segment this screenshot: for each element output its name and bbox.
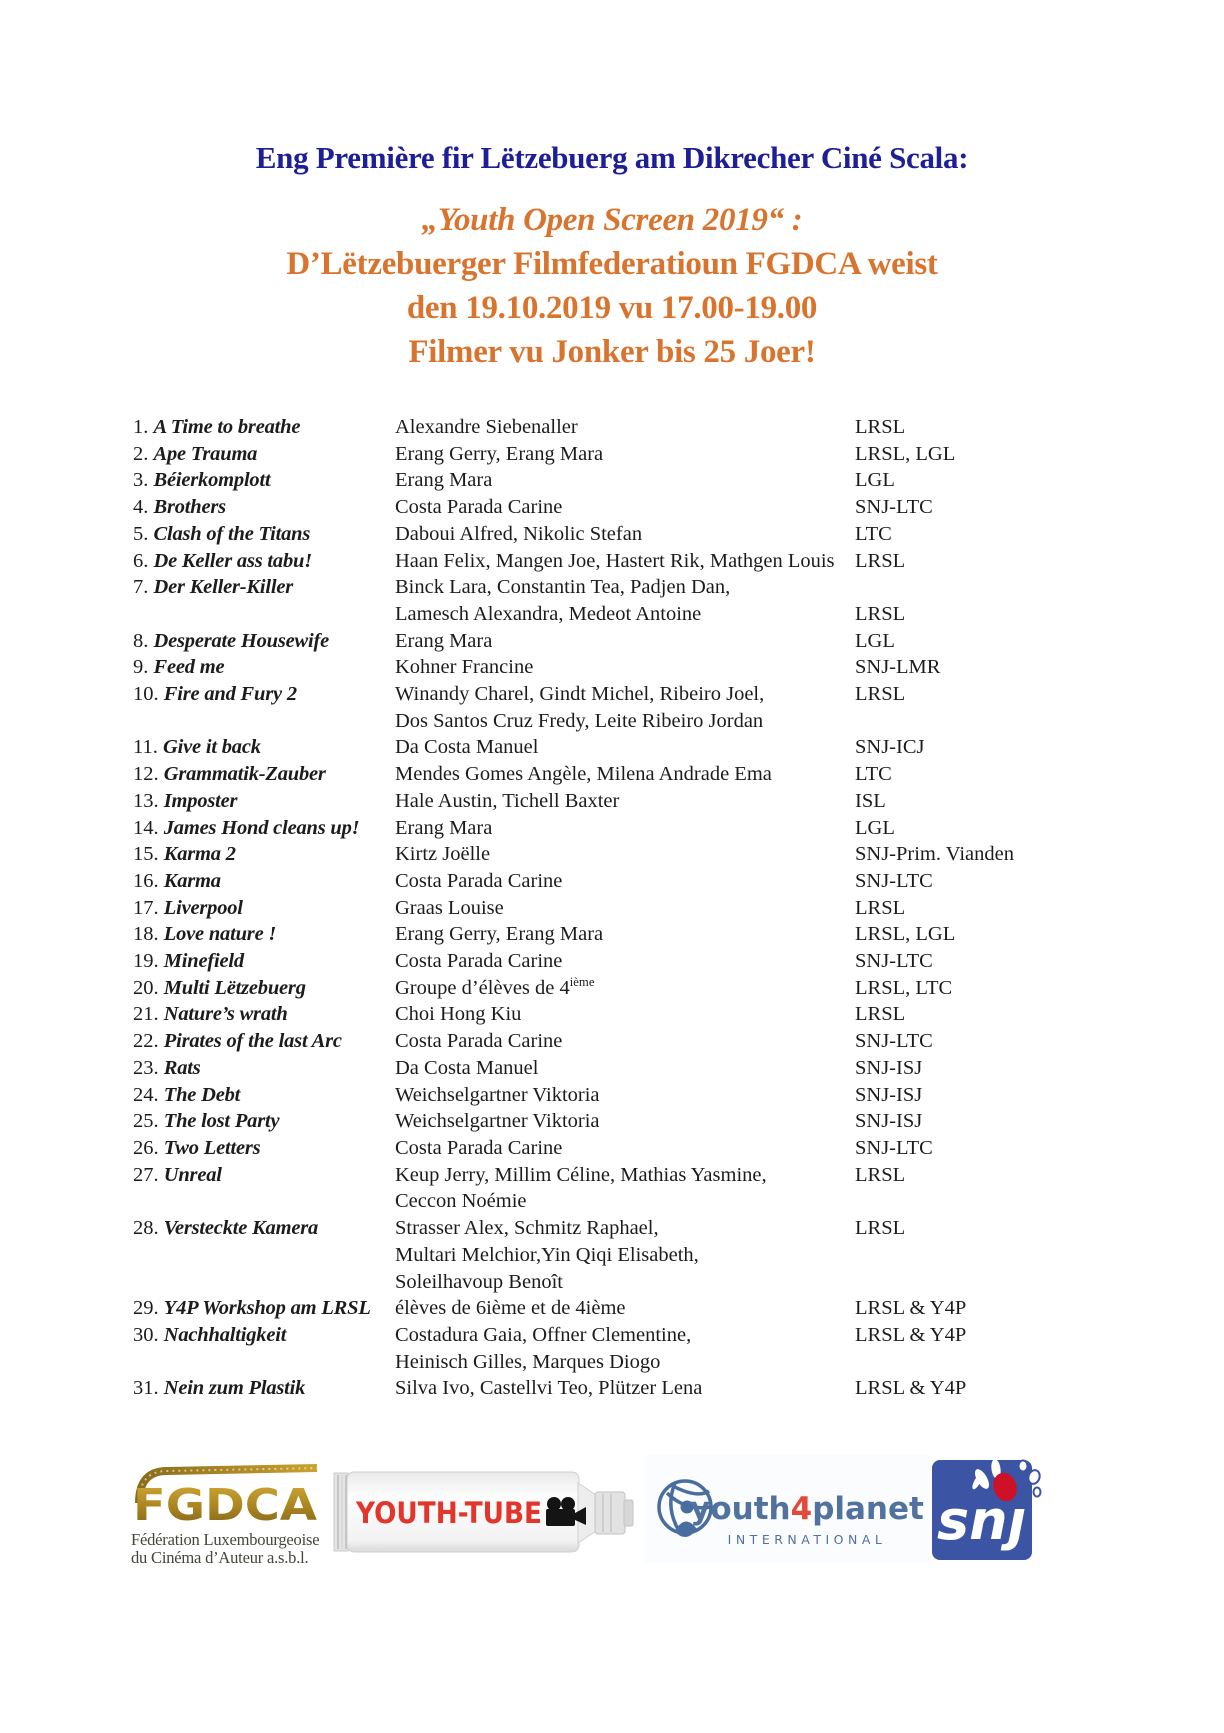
film-number: 9.: [133, 656, 154, 679]
film-code: LRSL: [855, 416, 906, 438]
film-title: Y4P Workshop am LRSL: [163, 1297, 371, 1320]
film-row: [133, 921, 1203, 948]
film-title-cell: [133, 654, 395, 681]
film-row: [133, 467, 1203, 494]
film-row: [133, 1135, 1203, 1162]
film-number: 4.: [133, 496, 154, 519]
film-code: SNJ-ICJ: [855, 736, 925, 759]
film-title: Feed me: [153, 656, 225, 679]
film-title-cell: [133, 548, 395, 575]
film-row: [133, 761, 1203, 788]
film-title-cell: [133, 467, 395, 494]
youth4planet-logo: [645, 1455, 930, 1563]
film-row: [133, 494, 1203, 521]
film-title-cell: [133, 1135, 395, 1162]
film-title: Desperate Housewife: [153, 629, 330, 652]
film-row: [133, 628, 1203, 655]
film-code: LRSL: [855, 1003, 906, 1026]
film-title: Multi Lëtzebuerg: [163, 976, 306, 999]
film-author-line: Choi Hong Kiu: [395, 1003, 522, 1026]
svg-text:INTERNATIONAL: INTERNATIONAL: [727, 1532, 887, 1547]
film-title: Karma 2: [163, 843, 236, 866]
film-code: LRSL: [855, 549, 906, 572]
film-code: LRSL & Y4P: [855, 1297, 967, 1320]
fgdca-wordmark-icon: [131, 1463, 321, 1525]
film-code: LGL: [855, 816, 895, 839]
film-row: [133, 948, 1203, 975]
film-authors: [395, 948, 855, 975]
fgdca-logo: [131, 1463, 321, 1566]
film-title: Liverpool: [163, 896, 243, 919]
film-author-line: Winandy Charel, Gindt Michel, Ribeiro Joel,: [395, 683, 765, 706]
film-code: SNJ-LMR: [855, 656, 941, 679]
snj-logo: [931, 1455, 1045, 1572]
film-author-line: Costa Parada Carine: [395, 1030, 563, 1053]
film-number: 15.: [133, 843, 164, 866]
film-authors: [395, 1135, 855, 1162]
film-author-line: Da Costa Manuel: [395, 1056, 539, 1079]
film-author-line: Silva Ivo, Castellvi Teo, Plützer Lena: [395, 1377, 703, 1400]
film-title-cell: [133, 521, 395, 548]
film-row: [133, 734, 1203, 761]
film-authors: [395, 681, 855, 734]
film-authors: [395, 1162, 855, 1215]
film-title-cell: [133, 1375, 395, 1402]
main-title-line4: Filmer vu Jonker bis 25 Joer!: [408, 334, 816, 370]
film-authors: [395, 628, 855, 655]
film-title-cell: [133, 1162, 395, 1189]
film-number: 23.: [133, 1056, 164, 1079]
film-list: [133, 414, 1203, 1402]
film-title-cell: [133, 948, 395, 975]
film-author-line: Kirtz Joëlle: [395, 843, 491, 866]
film-authors: [395, 467, 855, 494]
svg-text:FGDCA: FGDCA: [133, 1480, 317, 1525]
film-number: 30.: [133, 1323, 164, 1346]
film-title-cell: [133, 895, 395, 922]
film-title: Rats: [163, 1056, 201, 1079]
film-author-line: Groupe d’élèves de 4ième: [395, 974, 595, 999]
film-code: LRSL & Y4P: [855, 1377, 967, 1400]
film-title: Grammatik-Zauber: [163, 763, 326, 786]
film-authors: [395, 494, 855, 521]
film-code: LGL: [855, 469, 895, 492]
film-number: 1.: [133, 416, 154, 438]
film-author-line: Strasser Alex, Schmitz Raphael,: [395, 1217, 659, 1240]
film-authors: [395, 1001, 855, 1028]
film-code: SNJ-LTC: [855, 1030, 933, 1053]
film-row: [133, 548, 1203, 575]
film-row: [133, 1215, 1203, 1295]
film-author-line: Binck Lara, Constantin Tea, Padjen Dan,: [395, 576, 731, 599]
film-title: The Debt: [163, 1083, 241, 1106]
film-code: SNJ-LTC: [855, 869, 933, 892]
film-row: [133, 681, 1203, 734]
film-author-line: Daboui Alfred, Nikolic Stefan: [395, 522, 643, 545]
film-authors: [395, 1295, 855, 1322]
film-row: [133, 1162, 1203, 1215]
film-title-cell: [133, 494, 395, 521]
film-authors: [395, 868, 855, 895]
film-author-line: Mendes Gomes Angèle, Milena Andrade Ema: [395, 763, 772, 786]
film-title: Minefield: [163, 950, 244, 973]
film-code: LRSL: [855, 896, 906, 919]
film-title: Two Letters: [163, 1136, 261, 1159]
film-author-line: Multari Melchior,Yin Qiqi Elisabeth,: [395, 1243, 699, 1266]
film-author-line: Heinisch Gilles, Marques Diogo: [395, 1350, 661, 1373]
film-title: Karma: [163, 869, 221, 892]
film-authors: [395, 895, 855, 922]
film-author-line: Soleilhavoup Benoît: [395, 1270, 563, 1293]
film-number: 3.: [133, 469, 154, 492]
svg-text:snȷ: snȷ: [937, 1489, 1027, 1552]
film-author-line: Costa Parada Carine: [395, 496, 563, 519]
film-row: [133, 1108, 1203, 1135]
film-row: [133, 1295, 1203, 1322]
film-code: LRSL, LGL: [855, 923, 956, 946]
youth-tube-logo: [332, 1467, 648, 1562]
film-number: 5.: [133, 522, 154, 545]
main-title: [0, 198, 1224, 374]
film-title-cell: [133, 1215, 395, 1242]
film-number: 28.: [133, 1217, 164, 1240]
film-title: Ape Trauma: [153, 442, 258, 465]
film-title: Nein zum Plastik: [163, 1377, 306, 1400]
film-number: 16.: [133, 869, 164, 892]
film-authors: [395, 1028, 855, 1055]
film-authors: [395, 1215, 855, 1295]
film-number: 19.: [133, 950, 164, 973]
film-title: Brothers: [153, 496, 226, 519]
film-code: LRSL, LGL: [855, 442, 956, 465]
film-number: 25.: [133, 1110, 164, 1133]
film-number: 17.: [133, 896, 164, 919]
fgdca-subtitle: Fédération Luxembourgeoise du Cinéma d’Auteur a.s.b.l.: [131, 1530, 320, 1567]
film-title-cell: [133, 414, 395, 441]
main-title-line1: „Youth Open Screen 2019“ :: [421, 202, 803, 238]
film-number: 21.: [133, 1003, 164, 1026]
film-title-cell: [133, 1001, 395, 1028]
film-author-line: Erang Mara: [395, 629, 493, 652]
film-number: 10.: [133, 683, 164, 706]
film-authors: [395, 521, 855, 548]
film-author-line: Kohner Francine: [395, 656, 534, 679]
film-title-cell: [133, 788, 395, 815]
film-code: SNJ-ISJ: [855, 1056, 923, 1079]
main-title-line3: den 19.10.2019 vu 17.00-19.00: [406, 290, 818, 326]
film-authors: [395, 921, 855, 948]
film-row: [133, 1001, 1203, 1028]
film-title: The lost Party: [163, 1110, 280, 1133]
film-author-line: Keup Jerry, Millim Céline, Mathias Yasmine,: [395, 1163, 767, 1186]
film-title: Nature’s wrath: [163, 1003, 288, 1026]
film-code: LRSL, LTC: [855, 976, 953, 999]
film-title: Béierkomplott: [153, 469, 271, 492]
film-author-line: Dos Santos Cruz Fredy, Leite Ribeiro Jordan: [395, 709, 764, 732]
film-title-cell: [133, 975, 395, 1002]
youth4planet-icon: [645, 1455, 930, 1563]
film-row: [133, 574, 1203, 627]
film-row: [133, 1375, 1203, 1402]
film-row: [133, 868, 1203, 895]
film-number: 12.: [133, 763, 164, 786]
film-title-cell: [133, 868, 395, 895]
film-code: LRSL: [855, 683, 906, 706]
intro-heading: Eng Première fir Lëtzebuerg am Dikrecher Ciné Scala:: [255, 140, 969, 175]
film-authors: [395, 734, 855, 761]
film-title: De Keller ass tabu!: [153, 549, 312, 572]
film-number: 20.: [133, 976, 164, 999]
film-author-line: Costa Parada Carine: [395, 1136, 563, 1159]
film-number: 14.: [133, 816, 164, 839]
film-number: 6.: [133, 549, 154, 572]
film-author-line: Erang Gerry, Erang Mara: [395, 442, 604, 465]
film-author-line: élèves de 6ième et de 4ième: [395, 1297, 626, 1320]
film-authors: [395, 815, 855, 842]
film-author-line: Ceccon Noémie: [395, 1190, 527, 1213]
film-title: Unreal: [163, 1163, 222, 1186]
film-authors: [395, 841, 855, 868]
film-row: [133, 815, 1203, 842]
film-row: [133, 1322, 1203, 1375]
film-title: Imposter: [163, 789, 238, 812]
film-row: [133, 895, 1203, 922]
film-code: LTC: [855, 522, 892, 545]
film-authors: [395, 441, 855, 468]
film-title: Pirates of the last Arc: [163, 1030, 342, 1053]
film-title-cell: [133, 1028, 395, 1055]
film-code: SNJ-ISJ: [855, 1083, 923, 1106]
film-number: 11.: [133, 736, 163, 759]
film-title-cell: [133, 1295, 395, 1322]
film-title: Clash of the Titans: [153, 522, 311, 545]
film-title: Nachhaltigkeit: [163, 1323, 287, 1346]
film-author-line: Costadura Gaia, Offner Clementine,: [395, 1323, 692, 1346]
film-code: SNJ-LTC: [855, 950, 933, 973]
film-title-cell: [133, 1322, 395, 1349]
film-author-line: Weichselgartner Viktoria: [395, 1083, 600, 1106]
film-number: 26.: [133, 1136, 164, 1159]
film-row: [133, 975, 1203, 1002]
film-title-cell: [133, 574, 395, 601]
film-number: 22.: [133, 1030, 164, 1053]
film-author-line: Erang Gerry, Erang Mara: [395, 923, 604, 946]
film-authors: [395, 1055, 855, 1082]
film-code: SNJ-ISJ: [855, 1110, 923, 1133]
film-number: 7.: [133, 576, 154, 599]
film-title-cell: [133, 1055, 395, 1082]
film-row: [133, 1082, 1203, 1109]
film-title: Versteckte Kamera: [163, 1217, 319, 1240]
youth-tube-icon: [332, 1467, 648, 1557]
film-row: [133, 414, 1203, 441]
film-authors: [395, 761, 855, 788]
film-authors: [395, 1108, 855, 1135]
film-row: [133, 441, 1203, 468]
film-title: James Hond cleans up!: [163, 816, 360, 839]
film-row: [133, 1055, 1203, 1082]
film-code: LRSL & Y4P: [855, 1323, 967, 1346]
film-title: Give it back: [163, 736, 261, 759]
film-author-line: Hale Austin, Tichell Baxter: [395, 789, 620, 812]
film-author-line: Graas Louise: [395, 896, 504, 919]
film-code: SNJ-LTC: [855, 1136, 933, 1159]
film-authors: [395, 548, 855, 575]
film-number: 2.: [133, 442, 154, 465]
film-code: LRSL: [855, 1217, 906, 1240]
film-title: Love nature !: [163, 923, 277, 946]
film-title-cell: [133, 921, 395, 948]
film-authors: [395, 414, 855, 441]
film-code: LRSL: [855, 602, 906, 625]
film-author-line: Costa Parada Carine: [395, 869, 563, 892]
film-title-cell: [133, 734, 395, 761]
film-code: SNJ-Prim. Vianden: [855, 843, 1014, 866]
film-code: LRSL: [855, 1163, 906, 1186]
film-number: 31.: [133, 1377, 164, 1400]
footer-logos: [0, 1455, 1224, 1585]
film-title-cell: [133, 1082, 395, 1109]
film-title: A Time to breathe: [153, 416, 301, 438]
film-author-line: Haan Felix, Mangen Joe, Hastert Rik, Mathgen Louis: [395, 549, 835, 572]
film-title-cell: [133, 815, 395, 842]
film-number: 27.: [133, 1163, 164, 1186]
film-author-line: Alexandre Siebenaller: [395, 416, 578, 438]
film-authors: [395, 788, 855, 815]
film-authors: [395, 1322, 855, 1375]
film-authors: [395, 1375, 855, 1402]
film-row: [133, 521, 1203, 548]
film-number: 29.: [133, 1297, 164, 1320]
film-number: 13.: [133, 789, 164, 812]
film-authors: [395, 574, 855, 627]
svg-text:YOUTH-TUBE: YOUTH-TUBE: [355, 1496, 542, 1530]
film-title-cell: [133, 841, 395, 868]
film-authors: [395, 1082, 855, 1109]
film-number: 18.: [133, 923, 164, 946]
film-author-line: Weichselgartner Viktoria: [395, 1110, 600, 1133]
film-code: SNJ-LTC: [855, 496, 933, 519]
film-author-line: Costa Parada Carine: [395, 950, 563, 973]
film-row: [133, 1028, 1203, 1055]
svg-text:youth4planet: youth4planet: [690, 1491, 924, 1527]
snj-icon: [931, 1455, 1045, 1567]
film-author-line: Erang Mara: [395, 469, 493, 492]
film-row: [133, 788, 1203, 815]
film-code: ISL: [855, 789, 886, 812]
main-title-line2: D’Lëtzebuerger Filmfederatioun FGDCA weist: [286, 246, 938, 282]
film-title-cell: [133, 441, 395, 468]
film-author-line: Erang Mara: [395, 816, 493, 839]
film-title-cell: [133, 1108, 395, 1135]
film-authors: [395, 975, 855, 1002]
film-row: [133, 654, 1203, 681]
film-author-line: Da Costa Manuel: [395, 736, 539, 759]
film-code: LGL: [855, 629, 895, 652]
film-title: Der Keller-Killer: [153, 576, 294, 599]
film-code: LTC: [855, 763, 892, 786]
film-authors: [395, 654, 855, 681]
film-number: 24.: [133, 1083, 164, 1106]
film-row: [133, 841, 1203, 868]
film-number: 8.: [133, 629, 154, 652]
film-title-cell: [133, 681, 395, 708]
film-title-cell: [133, 628, 395, 655]
film-title-cell: [133, 761, 395, 788]
film-title: Fire and Fury 2: [163, 683, 297, 706]
film-author-line: Lamesch Alexandra, Medeot Antoine: [395, 602, 702, 625]
